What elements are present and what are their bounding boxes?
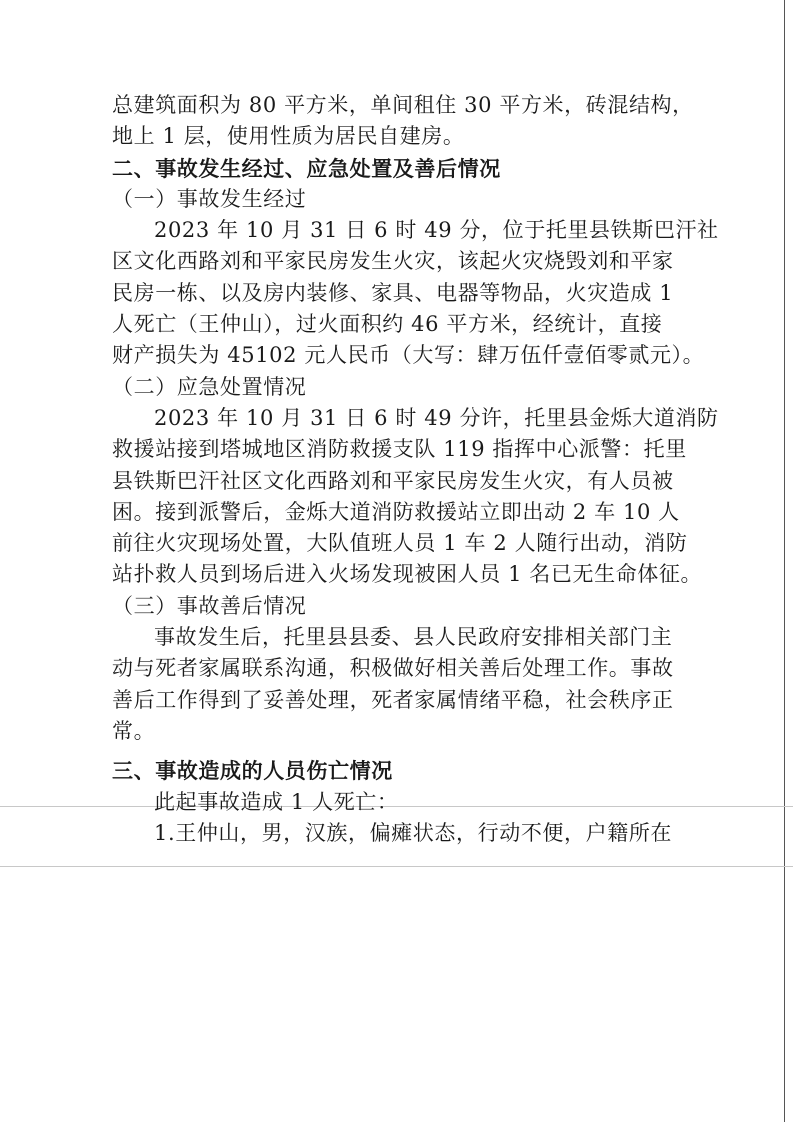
paragraph-accident-process — [112, 215, 719, 371]
document-body — [112, 90, 719, 849]
text-line: 动与死者家属联系沟通，积极做好相关善后处理工作。事故 — [112, 656, 674, 681]
text-line: 善后工作得到了妥善处理，死者家属情绪平稳，社会秩序正 — [112, 687, 674, 712]
text-line: 人死亡（王仲山），过火面积约 46 平方米，经统计，直接 — [112, 312, 663, 337]
text-line: 前往火灾现场处置，大队值班人员 1 车 2 人随行出动，消防 — [112, 531, 688, 556]
text-line: 县铁斯巴汗社区文化西路刘和平家民房发生火灾，有人员被 — [112, 468, 674, 493]
text-line: 2023 年 10 月 31 日 6 时 49 分许，托里县金烁大道消防 — [154, 405, 719, 430]
text-line: 此起事故造成 1 人死亡： — [154, 789, 399, 814]
text-line: 站扑救人员到场后进入火场发现被困人员 1 名已无生命体征。 — [112, 562, 703, 587]
section-heading — [112, 755, 672, 786]
section-heading — [112, 153, 672, 184]
subsection-2-heading: （二）应急处置情况 — [112, 374, 307, 399]
text-line: 救援站接到塔城地区消防救援支队 119 指挥中心派警：托里 — [112, 437, 687, 462]
intro-paragraph — [112, 90, 694, 153]
subsection-heading — [112, 184, 672, 215]
paragraph-aftermath — [112, 622, 672, 747]
text-line: 1.王仲山，男，汉族，偏瘫状态，行动不便，户籍所在 — [154, 820, 673, 845]
subsection-1-heading: （一）事故发生经过 — [112, 186, 307, 211]
text-line: 民房一栋、以及房内装修、家具、电器等物品，火灾造成 1 — [112, 280, 674, 305]
paragraph-emergency-response — [112, 403, 719, 591]
paragraph-casualties — [112, 787, 672, 850]
text-line: 常。 — [112, 718, 156, 743]
text-line: 区文化西路刘和平家民房发生火灾，该起火灾烧毁刘和平家 — [112, 249, 674, 274]
text-line: 2023 年 10 月 31 日 6 时 49 分，位于托里县铁斯巴汗社 — [154, 218, 719, 243]
section-3-heading: 三、事故造成的人员伤亡情况 — [112, 758, 393, 784]
section-2-heading: 二、事故发生经过、应急处置及善后情况 — [112, 155, 501, 181]
text-line: 事故发生后，托里县县委、县人民政府安排相关部门主 — [154, 625, 673, 650]
subsection-heading — [112, 591, 672, 622]
subsection-3-heading: （三）事故善后情况 — [112, 593, 307, 618]
text-line: 财产损失为 45102 元人民币（大写：肆万伍仟壹佰零贰元）。 — [112, 343, 705, 368]
text-line: 困。接到派警后，金烁大道消防救援站立即出动 2 车 10 人 — [112, 499, 680, 524]
page-edge-line — [784, 0, 785, 1122]
spacer — [112, 747, 672, 755]
text-line: 总建筑面积为 80 平方米，单间租住 30 平方米，砖混结构， — [112, 93, 694, 117]
subsection-heading — [112, 372, 672, 403]
scan-fold-line-lower — [0, 866, 793, 867]
text-line: 地上 1 层，使用性质为居民自建房。 — [112, 124, 465, 149]
